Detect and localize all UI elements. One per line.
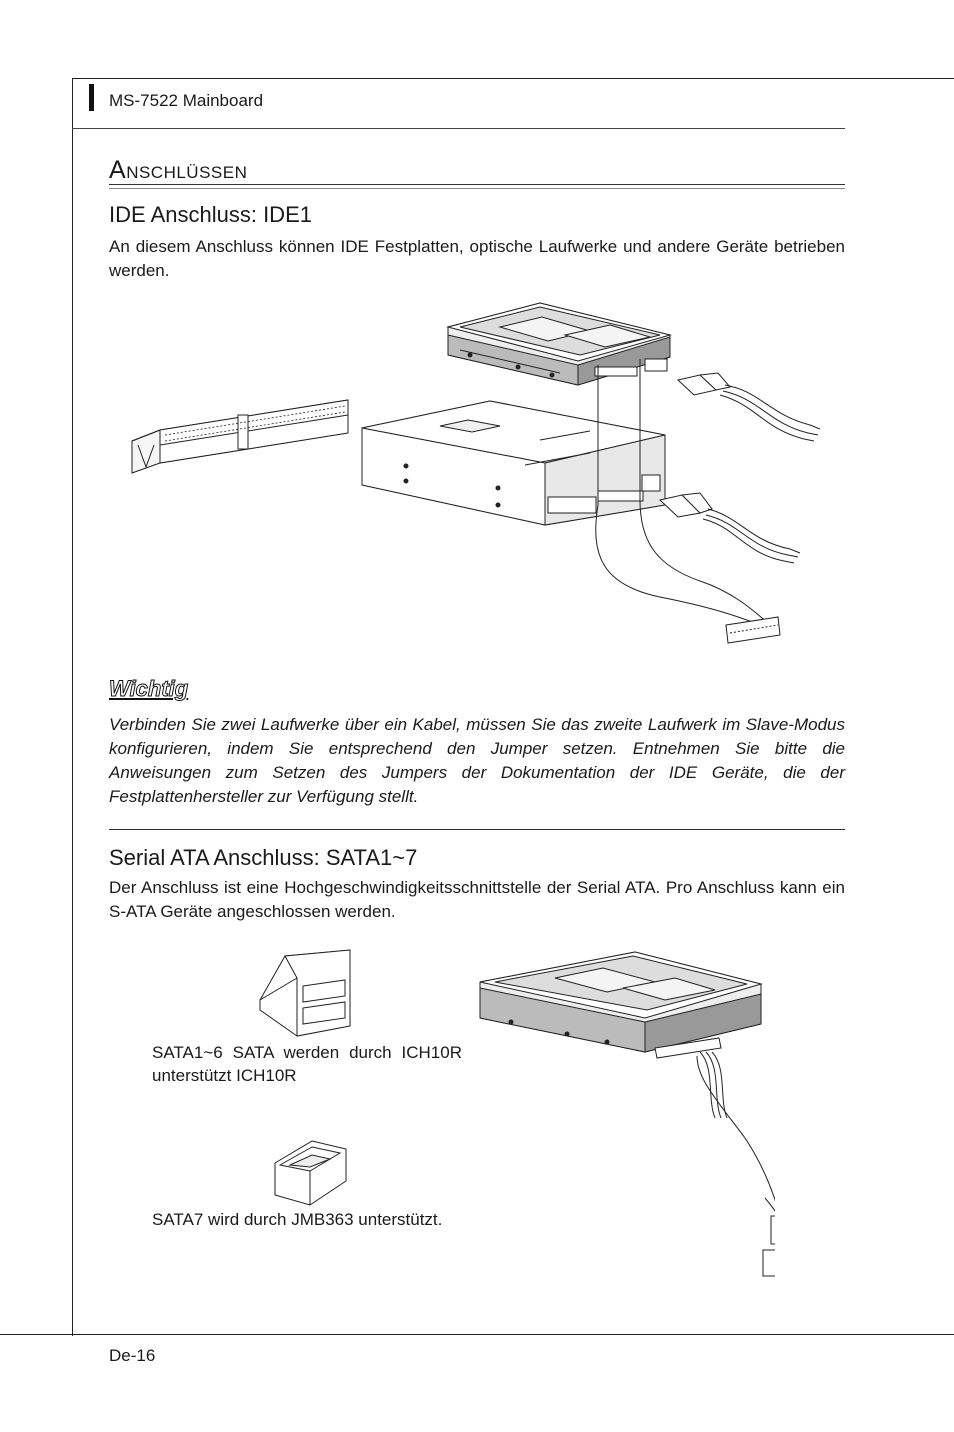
frame-top-line bbox=[72, 78, 954, 79]
ide-text: An diesem Anschluss können IDE Festplatten, optische Laufwerke und andere Geräte betrieben werden. bbox=[109, 237, 845, 280]
hard-drive-top bbox=[448, 303, 670, 385]
sata-caption-1: SATA1~6 SATA werden durch ICH10R unterstützt ICH10R bbox=[152, 1043, 462, 1085]
sata-heading: Serial ATA Anschluss: SATA1~7 bbox=[109, 845, 418, 870]
section-rule-light bbox=[109, 188, 845, 189]
optical-drive bbox=[362, 401, 665, 525]
sata-caption-2: SATA7 wird durch JMB363 unterstützt. bbox=[152, 1210, 443, 1229]
sata-hard-drive-illustration bbox=[475, 948, 775, 1282]
note-text: Verbinden Sie zwei Laufwerke über ein Kabel, müssen Sie das zweite Laufwerk im Slave-Modus konfigurieren, indem Sie entsprechend den Jumper setzen. Entnehmen Sie bitte die Anweisungen zum Setzen des Jumpers der Dokumentation der IDE Geräte, die der Festplattenhersteller zur Verfügung stellt. bbox=[109, 715, 845, 806]
frame-left-line bbox=[72, 78, 73, 1336]
ide-header-connector bbox=[132, 400, 348, 473]
section-rule-dark bbox=[109, 184, 845, 185]
sata-text: Der Anschluss ist eine Hochgeschwindigkeitsschnittstelle der Serial ATA. Pro Anschluss kann ein S-ATA Geräte angeschlossen werden. bbox=[109, 878, 845, 921]
frame-bottom-line bbox=[0, 1334, 954, 1335]
page-number: De-16 bbox=[109, 1346, 156, 1365]
section-title: ANSCHLÜSSEN bbox=[109, 156, 248, 184]
note-title: Wichtig bbox=[109, 676, 189, 701]
ide-heading: IDE Anschluss: IDE1 bbox=[109, 202, 312, 227]
section-divider bbox=[109, 829, 845, 830]
sata-dual-connector-illustration bbox=[255, 948, 355, 1040]
sata-single-connector-illustration bbox=[272, 1135, 350, 1209]
header-underline bbox=[72, 128, 845, 129]
molex-power-connectors bbox=[660, 373, 820, 563]
ide-illustration bbox=[120, 295, 830, 655]
header-title: MS-7522 Mainboard bbox=[109, 91, 264, 110]
header-bar bbox=[89, 84, 94, 111]
